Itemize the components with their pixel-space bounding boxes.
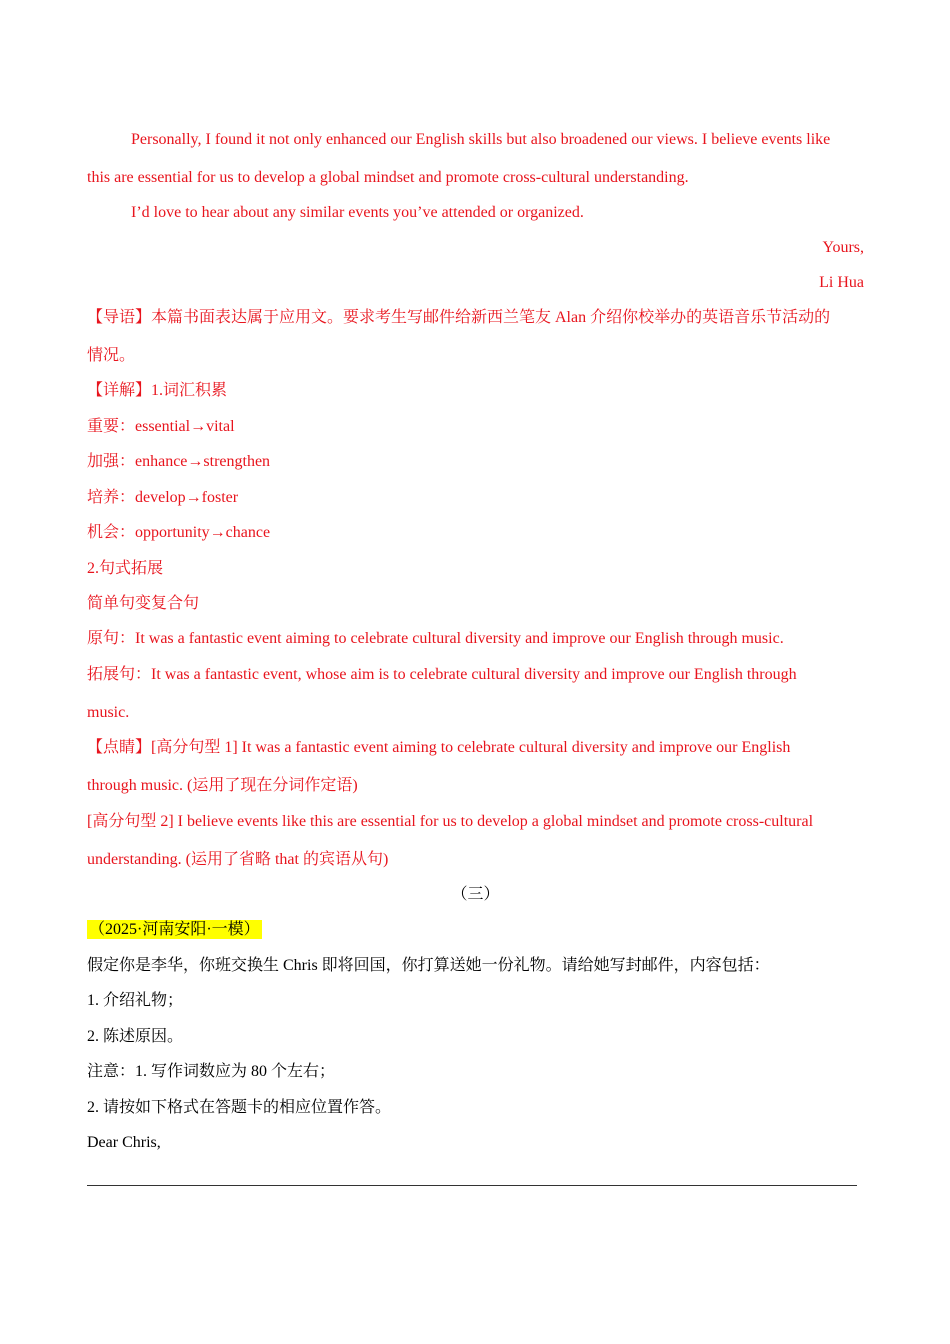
section-number: （三） xyxy=(451,886,500,903)
vocab-item: 机会：opportunity→chance xyxy=(87,524,271,541)
vocab-item: 加强：enhance→strengthen xyxy=(87,453,271,470)
letter-salutation: Dear Chris, xyxy=(87,1134,161,1151)
vocab-item: 重要：essential→vital xyxy=(87,418,235,435)
essay-closing: Yours, xyxy=(822,239,864,256)
task-item-1: 1. 介绍礼物； xyxy=(87,992,184,1009)
essay-paragraph-1-line-1: Personally, I found it not only enhanced our English skills but also broadened our views. I believe events like xyxy=(131,131,831,148)
answer-line xyxy=(87,1185,857,1186)
highlight-line-4: understanding. (运用了省略 that 的宾语从句) xyxy=(87,851,389,868)
guide-line-1: 【导语】本篇书面表达属于应用文。要求考生写邮件给新西兰笔友 Alan 介绍你校举办的英语音乐节活动的 xyxy=(87,309,831,326)
sentence-expansion-subheading: 简单句变复合句 xyxy=(87,595,200,612)
sentence-expansion-heading: 2.句式拓展 xyxy=(87,560,164,577)
highlight-line-1: 【点睛】[高分句型 1] It was a fantastic event aiming to celebrate cultural diversity and improve our English xyxy=(87,739,791,756)
expanded-sentence-line-2: music. xyxy=(87,704,130,721)
highlight-line-3: [高分句型 2] I believe events like this are essential for us to develop a global mindset and promote cross-cultural xyxy=(87,813,814,830)
detail-heading: 【详解】1.词汇积累 xyxy=(87,382,228,399)
task-note-2: 2. 请按如下格式在答题卡的相应位置作答。 xyxy=(87,1099,392,1116)
task-item-2: 2. 陈述原因。 xyxy=(87,1028,184,1045)
guide-line-2: 情况。 xyxy=(87,347,136,364)
task-prompt: 假定你是李华，你班交换生 Chris 即将回国，你打算送她一份礼物。请给她写封邮件，内容包括： xyxy=(87,957,770,974)
task-note-1: 注意：1. 写作词数应为 80 个左右； xyxy=(87,1063,336,1080)
vocab-item: 培养：develop→foster xyxy=(87,489,239,506)
source-line xyxy=(87,920,864,940)
essay-signature: Li Hua xyxy=(819,274,864,291)
highlight-line-2: through music. (运用了现在分词作定语) xyxy=(87,777,358,794)
expanded-sentence-line-1: 拓展句：It was a fantastic event, whose aim is to celebrate cultural diversity and improve our English through xyxy=(87,666,797,683)
source-tag: （2025·河南安阳·一模） xyxy=(89,921,260,938)
essay-paragraph-1-line-2: this are essential for us to develop a global mindset and promote cross-cultural understanding. xyxy=(87,169,689,186)
essay-paragraph-2: I’d love to hear about any similar events you’ve attended or organized. xyxy=(131,204,584,221)
original-sentence: 原句：It was a fantastic event aiming to celebrate cultural diversity and improve our English through music. xyxy=(87,630,784,647)
